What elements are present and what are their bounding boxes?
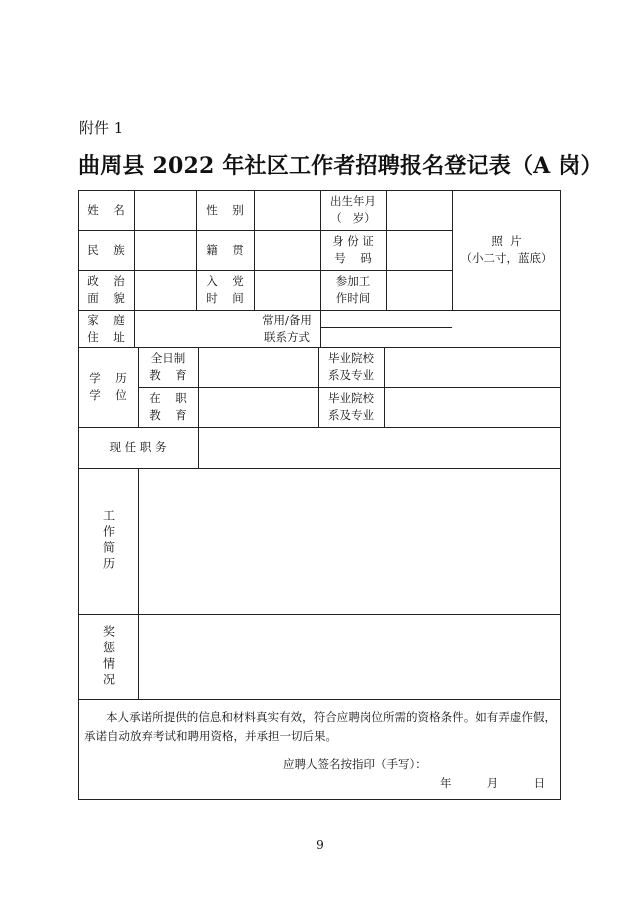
primary-phone-field[interactable] [321, 311, 451, 326]
label-work-start-date: 参加工 作时间 [335, 274, 371, 305]
label-current-position: 现 任 职 务 [109, 440, 167, 454]
current-position-field[interactable] [199, 428, 560, 467]
label-graduated-school-1: 毕业院校 系及专业 [328, 351, 374, 382]
label-home-address: 家 庭 住 址 [87, 312, 125, 344]
label-fulltime-education: 全日制 教 育 [149, 351, 187, 382]
parttime-education-field[interactable] [199, 388, 317, 426]
attachment-label: 附件 1 [79, 119, 124, 137]
signature-prompt: 应聘人签名按指印（手写）： [283, 757, 427, 771]
row-line [78, 699, 561, 700]
gender-field[interactable] [255, 191, 319, 229]
political-status-field[interactable] [135, 271, 195, 309]
sign-date: 年 月 日 [440, 776, 546, 790]
label-id-number: 身 份 证 号 码 [332, 234, 374, 265]
backup-phone-field[interactable] [321, 328, 451, 346]
label-rewards-penalties-text: 奖惩情况 [101, 624, 116, 689]
label-birth-date: 出生年月 （ 岁） [330, 194, 376, 225]
signature-field[interactable] [438, 752, 556, 772]
label-name: 姓 名 [87, 202, 125, 217]
birth-date-field[interactable] [387, 191, 451, 229]
ethnicity-field[interactable] [135, 231, 195, 269]
label-education-degree: 学 历 学 位 [89, 371, 127, 402]
label-work-resume-text: 工作简历 [101, 509, 116, 573]
rewards-penalties-field[interactable] [139, 615, 560, 698]
page-number: 9 [316, 838, 324, 852]
label-native-place: 籍 贯 [206, 242, 244, 257]
registration-form [78, 190, 561, 800]
native-place-field[interactable] [255, 231, 319, 269]
label-work-resume [78, 468, 138, 614]
parttime-school-field[interactable] [385, 388, 560, 426]
fulltime-education-field[interactable] [199, 348, 317, 386]
pledge-statement: 本人承诺所提供的信息和材料真实有效，符合应聘岗位所需的资格条件。如有弄虚作假，承诺自动放弃考试和聘用资格，并承担一切后果。 [84, 710, 556, 743]
label-parttime-education: 在 职 教 育 [149, 391, 187, 422]
label-ethnicity: 民 族 [87, 242, 125, 257]
work-resume-field[interactable] [139, 469, 560, 613]
name-field[interactable] [135, 191, 195, 229]
form-title: 曲周县 2022 年社区工作者招聘报名登记表（A 岗） [78, 153, 603, 179]
label-contact: 常用/备用 联系方式 [262, 312, 312, 344]
work-start-date-field[interactable] [387, 271, 451, 309]
label-political-status: 政 治 面 貌 [87, 274, 125, 305]
fulltime-school-field[interactable] [385, 348, 560, 386]
label-graduated-school-2: 毕业院校 系及专业 [328, 391, 374, 422]
label-rewards-penalties [78, 614, 138, 699]
label-gender: 性 别 [206, 202, 244, 217]
id-number-field[interactable] [387, 231, 451, 269]
label-party-join-date: 入 党 时 间 [206, 274, 244, 305]
party-join-date-field[interactable] [255, 271, 319, 309]
photo-placeholder[interactable]: 照 片 （小二寸，蓝底） [460, 234, 553, 265]
